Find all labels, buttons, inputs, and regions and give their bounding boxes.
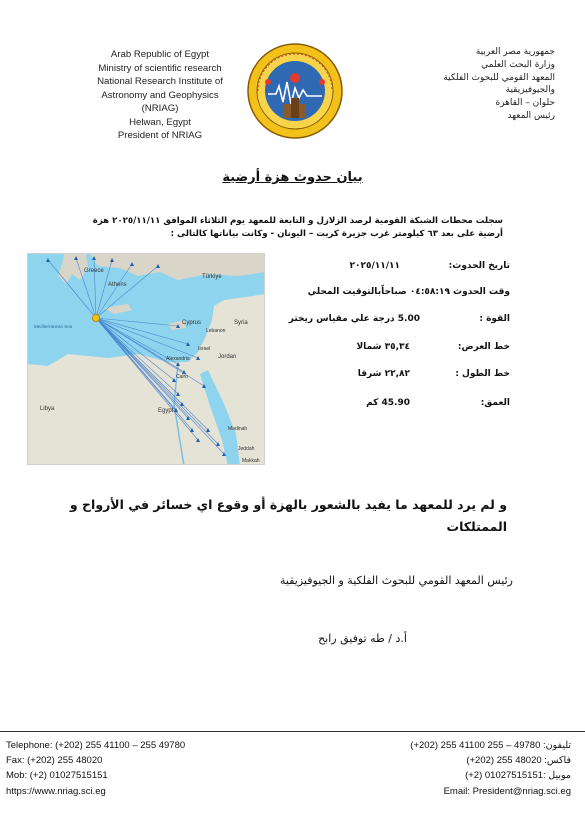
detail-value-time: ٠٤:٥٨:١٩ صباحاًبالتوقيت المحلي — [307, 287, 450, 297]
footer-arabic-contacts — [321, 738, 571, 799]
detail-value-longitude: ٢٢,٨٢ شرقا — [357, 369, 410, 379]
map-label-jordan: Jordan — [218, 354, 237, 360]
map-label-lebanon: Lebanon — [206, 328, 226, 334]
detail-label-magnitude: القوة : — [479, 314, 510, 324]
header-ar-institute-line2: والجيوفيزيقية — [505, 85, 555, 96]
footer-divider — [0, 731, 585, 732]
footer-website-link[interactable]: https://www.nriag.sci.eg — [6, 785, 106, 797]
map-label-madinah: Madinah — [228, 426, 248, 432]
header-acronym: (NRIAG) — [141, 103, 179, 114]
header-president: President of NRIAG — [117, 130, 203, 141]
detail-label-date: تاريخ الحدوث: — [448, 261, 510, 271]
footer-ar-telephone: تليفون: 49780 – 255 41100 255 (202+) — [410, 740, 571, 751]
detail-row-longitude — [280, 369, 510, 383]
footer-telephone: Telephone: (+202) 255 41100 – 255 49780 — [6, 740, 186, 751]
signature-name: أ.د / طه توفيق رابح — [318, 632, 407, 645]
header-arabic-block — [355, 46, 555, 123]
map-label-sea: Mediterranean Sea — [34, 324, 73, 329]
detail-label-longitude: خط الطول : — [455, 369, 510, 379]
header-city: Helwan, Egypt — [129, 116, 191, 128]
detail-value-magnitude: 5.00 درجة علي مقياس ريختر — [288, 314, 420, 324]
header-country: Arab Republic of Egypt — [110, 49, 210, 60]
footer-mobile: Mob: (+2) 01027515151 — [6, 770, 108, 782]
map-label-greece: Greece — [84, 268, 104, 274]
map-label-cairo: Cairo — [176, 374, 188, 380]
nriag-seal-icon — [246, 42, 344, 140]
footer-ar-mobile: موبيل :01027515151 (2+) — [465, 770, 571, 782]
map-label-libya: Libya — [40, 406, 55, 412]
detail-value-depth: 45.90 كم — [366, 398, 410, 408]
detail-label-time: وقت الحدوث : — [446, 287, 510, 297]
header-institute-line2: Astronomy and Geophysics — [101, 89, 219, 101]
footer-ar-fax: فاكس: 48020 255 (202+) — [466, 755, 571, 767]
detail-label-depth: العمق: — [480, 398, 510, 408]
map-label-turkiye: Türkiye — [202, 274, 222, 280]
detail-label-latitude: خط العرض: — [457, 342, 510, 352]
intro-paragraph: سجلت محطات الشبكة القومية لرصد الزلازل و التابعة للمعهد يوم الثلاثاء الموافق ٢٠٢٥/١١/١١ هزة أرضية على بعد ٦٣ كيلومتر غرب جزيرة كريت – اليونان - وكانت بياناتها كالتالى : — [92, 216, 503, 239]
epicenter-map — [27, 253, 265, 465]
map-label-athens: Athens — [108, 282, 127, 288]
document-title: بيان حدوث هزة أرضية — [222, 170, 363, 185]
detail-row-date — [280, 261, 510, 275]
map-label-egypt: Egypt — [158, 408, 174, 414]
map-label-syria: Syria — [234, 320, 248, 326]
detail-row-latitude — [280, 342, 510, 356]
header-ar-institute-line1: المعهد القومي للبحوث الفلكية — [443, 72, 555, 83]
detail-value-latitude: ٣٥,٣٤ شمالا — [356, 342, 410, 352]
map-label-alexandria: Alexandria — [166, 356, 190, 362]
map-label-israel: Israel — [198, 346, 211, 352]
signature-organization: رئيس المعهد القومي للبحوث الفلكية و الجيوفيزيقية — [280, 574, 513, 587]
map-label-makkah: Makkah — [242, 458, 260, 464]
detail-row-magnitude — [280, 314, 510, 328]
header-ar-country: جمهورية مصر العربية — [475, 47, 555, 57]
header-english-block — [70, 48, 250, 143]
detail-value-date: ٢٠٢٥/١١/١١ — [349, 261, 400, 271]
footer-email-link[interactable]: Email: President@nriag.sci.eg — [443, 785, 571, 797]
header-ar-city: حلوان – القاهرة — [495, 98, 555, 109]
map-label-jeddah: Jeddah — [238, 446, 255, 452]
header-ar-ministry: وزارة البحث العلمي — [481, 59, 555, 70]
detail-row-depth — [280, 398, 510, 412]
no-damage-note: و لم يرد للمعهد ما يفيد بالشعور بالهزة أو وقوع اي خسائر في الأرواح و الممتلكات — [69, 497, 507, 534]
detail-row-time — [280, 287, 510, 301]
map-label-cyprus: Cyprus — [182, 320, 202, 326]
footer-fax: Fax: (+202) 255 48020 — [6, 755, 103, 767]
header-institute-line1: National Research Institute of — [97, 76, 223, 87]
header-ministry: Ministry of scientific research — [98, 62, 222, 74]
header-ar-president: رئيس المعهد — [507, 110, 555, 121]
footer-english-contacts — [6, 738, 266, 799]
